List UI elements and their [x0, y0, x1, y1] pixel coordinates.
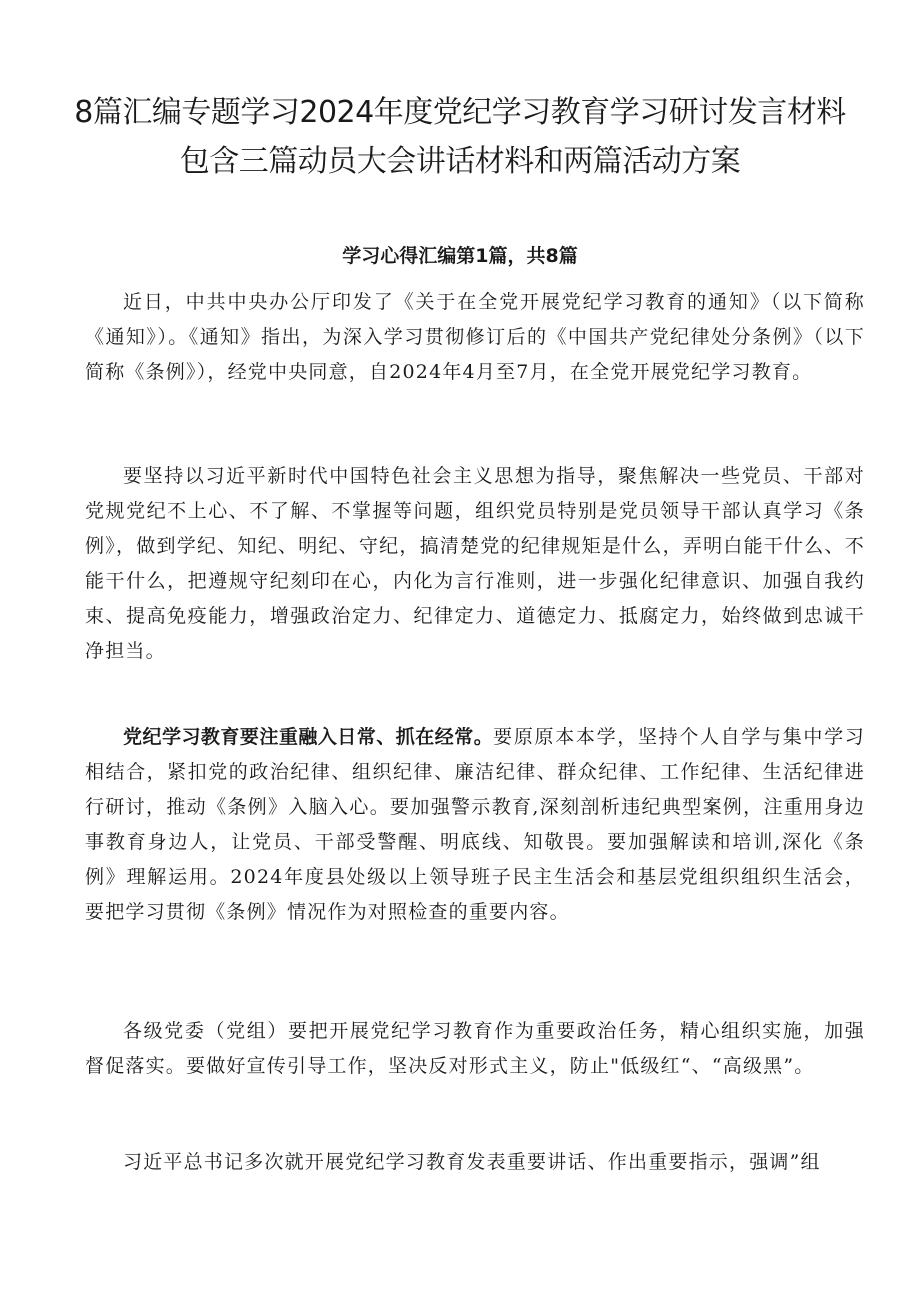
paragraph-1 [85, 285, 865, 390]
paragraph-5-text: 习近平总书记多次就开展党纪学习教育发表重要讲话、作出重要指示，强调”组 [123, 1151, 821, 1173]
paragraph-4-text: 各级党委（党组）要把开展党纪学习教育作为重要政治任务，精心组织实施，加强督促落实。要做好宣传引导工作，坚决反对形式主义，防止"低级红“、“高级黑”。 [85, 1020, 865, 1077]
paragraph-3 [85, 720, 865, 930]
section-heading: 学习心得汇编第1篇，共8篇 [342, 245, 578, 267]
paragraph-3-text: 要原原本本学，坚持个人自学与集中学习相结合，紧扣党的政治纪律、组织纪律、廉洁纪律、群众纪律、工作纪律、生活纪律进行研讨，推动《条例》入脑入心。要加强警示教育,深刻剖析违纪典型案例，注重用身边事教育身边人，让党员、干部受警醒、明底线、知敬畏。要加强解读和培训,深化《条例》理解运用。2024年度县处级以上领导班子民主生活会和基层党组织组织生活会，要把学习贯彻《条例》情况作为对照检查的重要内容。 [85, 726, 865, 923]
paragraph-4 [85, 1014, 865, 1084]
paragraph-1-text: 近日，中共中央办公厅印发了《关于在全党开展党纪学习教育的通知》（以下简称《通知》）。《通知》指出，为深入学习贯彻修订后的《中国共产党纪律处分条例》（以下简称《条例》），经党中央同意，自2024年4月至7月，在全党开展党纪学习教育。 [85, 291, 865, 383]
document-title: 8篇汇编专题学习2024年度党纪学习教育学习研讨发言材料包含三篇动员大会讲话材料和两篇活动方案 [74, 95, 846, 179]
paragraph-2-text: 要坚持以习近平新时代中国特色社会主义思想为指导，聚焦解决一些党员、干部对党规党纪不上心、不了解、不掌握等问题，组织党员特别是党员领导干部认真学习《条例》，做到学纪、知纪、明纪、守纪，搞清楚党的纪律规矩是什么，弄明白能干什么、不能干什么，把遵规守纪刻印在心，内化为言行准则，进一步强化纪律意识、加强自我约束、提高免疫能力，增强政治定力、纪律定力、道德定力、抵腐定力，始终做到忠诚干净担当。 [85, 465, 865, 662]
paragraph-3-lead: 党纪学习教育要注重融入日常、抓在经常。 [123, 726, 494, 748]
paragraph-5 [85, 1145, 865, 1180]
paragraph-2 [85, 459, 865, 669]
